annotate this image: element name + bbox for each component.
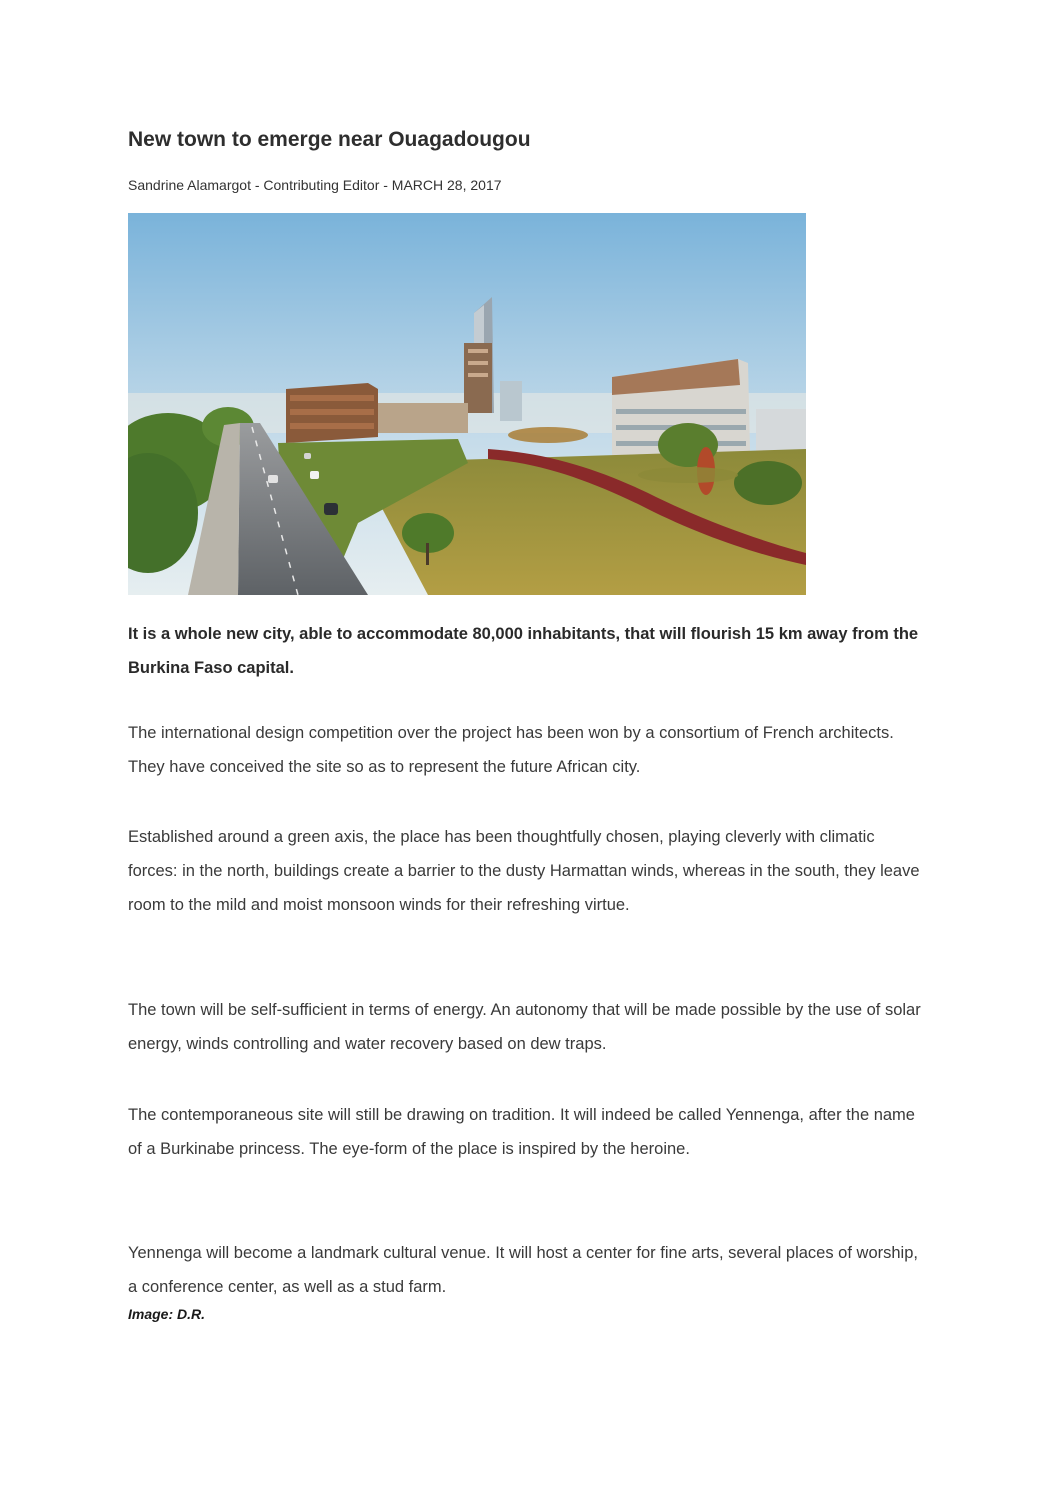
image-credit: Image: D.R. [128, 1306, 206, 1322]
article-paragraph: The town will be self-sufficient in terms of energy. An autonomy that will be made possible by the use of solar energy, winds controlling and water recovery based on dew traps. [128, 1001, 921, 1053]
article-paragraph: Established around a green axis, the place has been thoughtfully chosen, playing cleverly with climatic forces: in the north, buildings create a barrier to the dusty Harmattan winds, whereas in the south, they leave room to the mild and moist monsoon winds for their refreshing virtue. [128, 828, 920, 914]
article-title: New town to emerge near Ouagadougou [128, 128, 531, 151]
article-lead: It is a whole new city, able to accommodate 80,000 inhabitants, that will flourish 15 km away from the Burkina Faso capital. [128, 625, 919, 677]
article-paragraph: The contemporaneous site will still be drawing on tradition. It will indeed be called Yennenga, after the name of a Burkinabe princess. The eye-form of the place is inspired by the heroine. [128, 1106, 915, 1158]
article-paragraph: The international design competition over the project has been won by a consortium of French architects. They have conceived the site so as to represent the future African city. [128, 724, 894, 776]
article-paragraph: Yennenga will become a landmark cultural venue. It will host a center for fine arts, several places of worship, a conference center, as well as a stud farm. [128, 1244, 918, 1296]
hero-image [128, 213, 806, 595]
article-byline: Sandrine Alamargot - Contributing Editor - MARCH 28, 2017 [128, 177, 502, 193]
